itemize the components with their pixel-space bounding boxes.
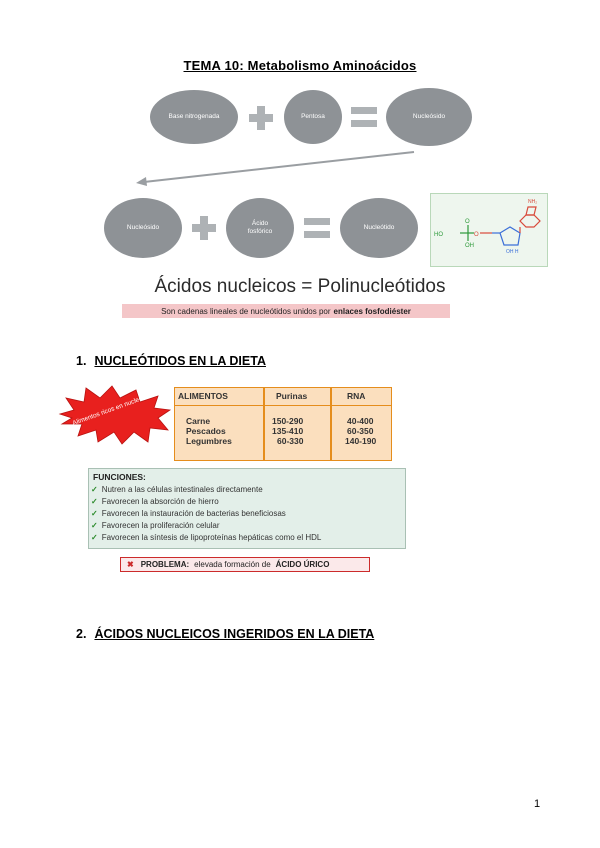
list-item <box>91 520 321 532</box>
svg-text:O: O <box>465 219 470 225</box>
plus-icon <box>192 216 216 240</box>
check-icon: ✓ <box>91 521 98 530</box>
starburst-text: Alimentos ricos en nucleótidos <box>71 390 157 428</box>
table-cell: 40-400 <box>347 416 374 426</box>
oval-pentosa <box>284 90 342 144</box>
equals-icon <box>304 217 330 239</box>
svg-text:HO: HO <box>434 232 443 238</box>
connector-arrow <box>130 148 420 190</box>
oval-label: Nucleósido <box>126 224 160 231</box>
funciones-list <box>91 484 321 544</box>
oval-label: Base nitrogenada <box>168 113 220 120</box>
oval-label: Nucleótido <box>363 224 395 231</box>
table-divider <box>263 388 265 460</box>
list-item <box>91 532 321 544</box>
table-cell: 150-290 <box>272 416 304 426</box>
polynucleotide-heading: Ácidos nucleicos = Polinucleótidos <box>154 276 446 297</box>
list-item-text: Favorecen la proliferación celular <box>101 521 220 530</box>
page-number: 1 <box>534 798 541 810</box>
table-cell: 60-330 <box>277 436 304 446</box>
svg-text:O: O <box>474 232 479 238</box>
table-cell: Legumbres <box>186 436 232 446</box>
section-2-heading <box>76 627 374 641</box>
oval-nucleosido <box>386 88 472 146</box>
nucleotide-structure-image <box>430 193 548 267</box>
section-1-heading <box>76 354 266 368</box>
oval-label: Ácido fosfórico <box>247 220 273 235</box>
check-icon: ✓ <box>91 533 98 542</box>
problema-box <box>120 557 370 572</box>
funciones-heading: FUNCIONES: <box>93 472 146 482</box>
polynucleotide-note <box>122 304 450 318</box>
foods-table <box>174 387 392 461</box>
check-icon: ✓ <box>91 485 98 494</box>
svg-text:NH₂: NH₂ <box>528 199 538 205</box>
list-item-text: Favorecen la síntesis de lipoproteínas hepáticas como el HDL <box>101 533 322 542</box>
problema-bold: ÁCIDO ÚRICO <box>275 560 330 569</box>
cross-icon: ✖ <box>127 560 134 569</box>
header-rna: RNA <box>347 391 366 401</box>
section-number: 2. <box>76 627 87 641</box>
list-item-text: Nutren a las células intestinales directamente <box>101 485 263 494</box>
oval-base-nitrogenada <box>150 90 238 144</box>
funciones-box <box>88 468 406 549</box>
header-purinas: Purinas <box>276 391 308 401</box>
oval-label: Pentosa <box>301 113 325 120</box>
table-divider <box>330 388 332 460</box>
table-cell: 135-410 <box>272 426 304 436</box>
table-cell: Carne <box>186 416 211 426</box>
note-text: Son cadenas lineales de nucleótidos unidos por <box>161 306 331 316</box>
equals-icon <box>351 106 377 128</box>
page-title: TEMA 10: Metabolismo Aminoácidos <box>183 58 417 73</box>
oval-acido-fosforico <box>226 198 294 258</box>
oval-nucleotido <box>340 198 418 258</box>
check-icon: ✓ <box>91 509 98 518</box>
check-icon: ✓ <box>91 497 98 506</box>
starburst-badge <box>56 384 174 446</box>
svg-text:OH H: OH H <box>506 249 519 255</box>
svg-text:OH: OH <box>465 243 474 249</box>
header-alimentos: ALIMENTOS <box>178 391 228 401</box>
oval-label: Nucleósido <box>412 113 446 120</box>
section-title: NUCLEÓTIDOS EN LA DIETA <box>94 354 266 368</box>
problema-label: PROBLEMA: <box>140 560 190 569</box>
table-cell: Pescados <box>186 426 226 436</box>
table-cell: 60-350 <box>347 426 374 436</box>
table-cell: 140-190 <box>345 436 377 446</box>
plus-icon <box>249 106 273 130</box>
list-item-text: Favorecen la instauración de bacterias beneficiosas <box>101 509 286 518</box>
list-item <box>91 484 321 496</box>
list-item-text: Favorecen la absorción de hierro <box>101 497 219 506</box>
oval-nucleosido-2 <box>104 198 182 258</box>
section-title: ÁCIDOS NUCLEICOS INGERIDOS EN LA DIETA <box>94 627 375 641</box>
list-item <box>91 508 321 520</box>
note-bold-text: enlaces fosfodiéster <box>333 306 411 316</box>
section-number: 1. <box>76 354 87 368</box>
list-item <box>91 496 321 508</box>
problema-text: elevada formación de <box>194 560 271 569</box>
